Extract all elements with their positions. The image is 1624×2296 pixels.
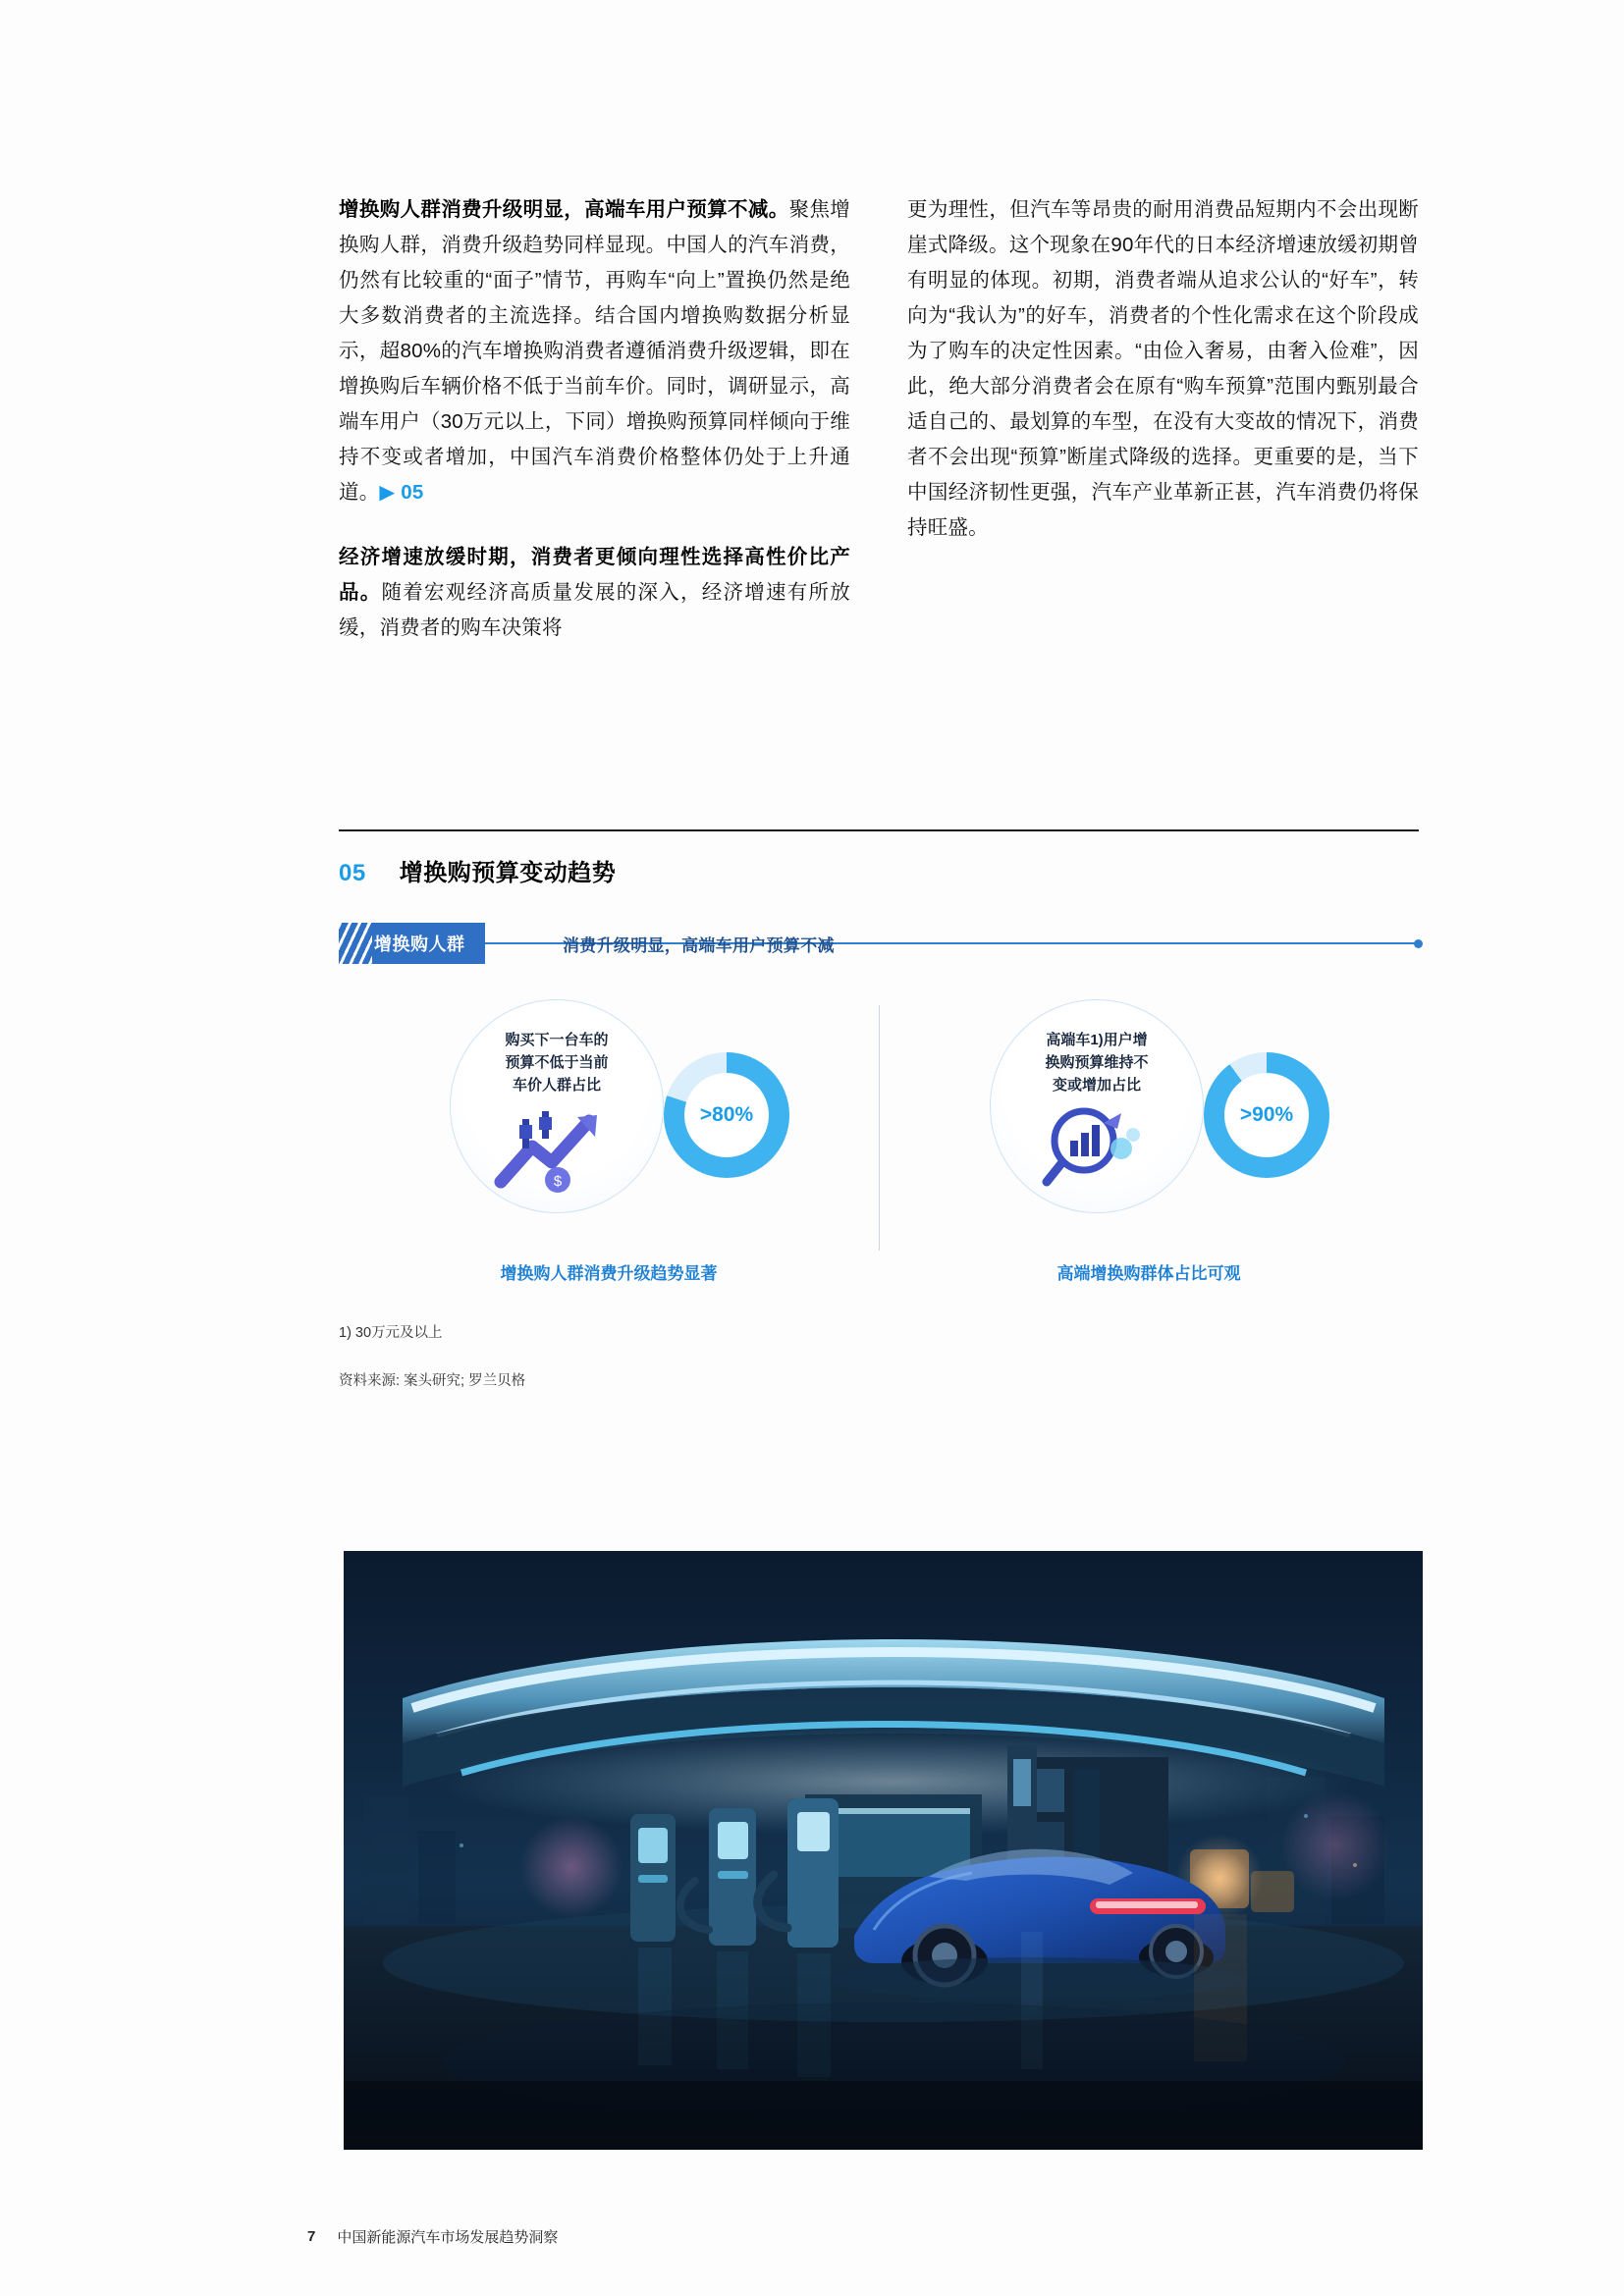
banner-line [339, 942, 1419, 944]
exhibit-panels [339, 991, 1419, 1286]
exhibit-banner [339, 923, 1419, 964]
banner-stripes-icon [339, 923, 372, 964]
exhibit-number: 05 [339, 860, 366, 886]
panel-1-donut-value: >80% [684, 1073, 769, 1157]
panel-2-caption-line-1: 高端车1)用户增 [1046, 1032, 1148, 1048]
photo-charging-station [344, 1551, 1423, 2150]
paragraph-3-body: 更为理性，但汽车等昂贵的耐用消费品短期内不会出现断崖式降级。这个现象在90年代的日本经济增速放缓初期曾有明显的体现。初期，消费者端从追求公认的“好车”，转向为“我认为”的好车，消费者的个性化需求在这个阶段成为了购车的决定性因素。“由俭入奢易，由奢入俭难”，因此，绝大部分消费者会在原有“购车预算”范围内甄别最合适自己的、最划算的车型，在没有大变故的情况下，消费者不会出现“预算”断崖式降级的选择。更重要的是，当下中国经济韧性更强，汽车产业革新正甚，汽车消费仍将保持旺盛。 [907, 198, 1419, 539]
panel-1-visual [422, 991, 795, 1219]
panel-1-footer: 增换购人群消费升级趋势显著 [500, 1264, 718, 1283]
panel-2-donut [1204, 1052, 1329, 1178]
footer-title: 中国新能源汽车市场发展趋势洞察 [337, 2229, 559, 2246]
exhibit-reference-05[interactable]: ▶ 05 [379, 481, 424, 504]
paragraph-2-body: 随着宏观经济高质量发展的深入，经济增速有所放缓，消费者的购车决策将 [339, 581, 850, 639]
panel-2-footer: 高端增换购群体占比可观 [1056, 1264, 1241, 1283]
arrow-up-chart-icon [487, 1101, 624, 1196]
panel-1-caption-line-1: 购买下一台车的 [505, 1032, 609, 1048]
paragraph-1-lead: 增换购人群消费升级明显，高端车用户预算不减。 [339, 198, 789, 221]
panel-premium-share [879, 991, 1419, 1286]
banner-tag-label: 增换购人群 [374, 934, 465, 954]
exhibit-title: 增换购预算变动趋势 [399, 860, 617, 886]
panel-2-donut-value: >90% [1224, 1073, 1309, 1157]
panel-upgrade-share [339, 991, 879, 1286]
exhibit-source: 资料来源: 案头研究; 罗兰贝格 [339, 1373, 526, 1389]
exhibit-header [339, 831, 1419, 887]
panel-1-caption-line-3: 车价人群占比 [512, 1077, 601, 1094]
exhibit-footnote: 1) 30万元及以上 [339, 1325, 443, 1341]
panel-2-caption-line-2: 换购预算维持不 [1045, 1054, 1149, 1071]
exhibit-05 [339, 829, 1419, 1390]
right-column [907, 192, 1419, 646]
panel-2-caption-line-3: 变或增加占比 [1052, 1077, 1141, 1094]
panel-2-visual [962, 991, 1335, 1219]
paragraph-3 [907, 192, 1419, 546]
body-columns [339, 192, 1419, 646]
panel-1-caption-line-2: 预算不低于当前 [505, 1054, 609, 1071]
paragraph-1 [339, 192, 850, 510]
banner-tag [339, 923, 485, 964]
page-number: 7 [307, 2228, 316, 2245]
magnifier-bar-chart-icon [1027, 1101, 1164, 1196]
panel-2-caption [1013, 1029, 1180, 1096]
svg-text:$: $ [553, 1173, 563, 1190]
panel-1-donut [664, 1052, 789, 1178]
paragraph-2-lead: 经济增速放缓时期，消费者更倾向理性选择高性价比产品。 [339, 546, 850, 604]
paragraph-1-body: 聚焦增换购人群，消费升级趋势同样显现。中国人的汽车消费，仍然有比较重的“面子”情节，再购车“向上”置换仍然是绝大多数消费者的主流选择。结合国内增换购数据分析显示，超80%的汽车增换购消费者遵循消费升级逻辑，即在增换购后车辆价格不低于当前车价。同时，调研显示，高端车用户（30万元以上，下同）增换购预算同样倾向于维持不变或者增加，中国汽车消费价格整体仍处于上升通道。 [339, 198, 850, 504]
left-column [339, 192, 850, 646]
panel-1-caption [473, 1029, 640, 1096]
paragraph-2 [339, 540, 850, 646]
page-footer [307, 2226, 558, 2247]
banner-end-dot [1414, 939, 1423, 948]
banner-subtitle: 消费升级明显，高端车用户预算不减 [563, 935, 835, 955]
